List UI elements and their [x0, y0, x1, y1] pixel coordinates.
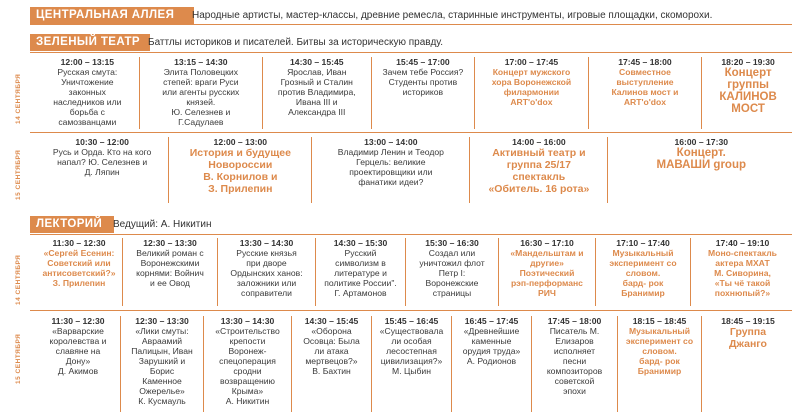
event-time: 10:30 – 12:00 [75, 137, 129, 147]
event-time: 12:00 – 13:00 [213, 137, 268, 147]
event-time: 14:30 – 15:30 [333, 238, 388, 248]
schedule-cell [406, 238, 499, 306]
schedule-cell [121, 316, 204, 412]
schedule-cell [292, 316, 372, 412]
divider [30, 24, 792, 25]
event-title: История и будущее Новороссии В. Корнилов и З. Прилепин [189, 147, 291, 195]
event-title: Великий роман с Воронежскими корнями: Войнич и ее Овод [136, 248, 204, 288]
event-time: 13:30 – 14:30 [239, 238, 294, 248]
event-time: 15:30 – 16:30 [425, 238, 479, 248]
event-time: 12:00 – 13:15 [60, 57, 115, 67]
schedule-cell [475, 57, 589, 129]
event-title: «Оборона Осовца: Была ли атака мертвецов?» В. Бахтин [303, 326, 360, 376]
schedule-cell [218, 238, 316, 306]
green-theatre-day1-row [36, 57, 794, 129]
event-time: 11:30 – 12:30 [52, 238, 106, 248]
schedule-cell [372, 57, 476, 129]
event-title: «Строительство крепости Воронеж- спецоперация сродни возвращению Крыма» А. Никитин [215, 326, 280, 406]
event-time: 17:45 – 18:00 [547, 316, 602, 326]
schedule-cell [691, 238, 794, 306]
event-time: 12:30 – 13:30 [143, 238, 197, 248]
schedule-cell [596, 238, 691, 306]
event-time: 16:45 – 17:45 [464, 316, 519, 326]
event-title: Совместное выступление Калинов мост и ART'o'dox [611, 67, 679, 107]
event-time: 16:30 – 17:10 [520, 238, 574, 248]
event-title: Ярослав, Иван Грозный и Сталин против Владимира, Ивана III и Александра III [277, 67, 356, 117]
event-time: 14:00 – 16:00 [512, 137, 566, 147]
event-time: 18:20 – 19:30 [721, 57, 775, 67]
event-time: 17:40 – 19:10 [715, 238, 770, 248]
event-title: Владимир Ленин и Теодор Герцель: великие проектировщики или фанатики идеи? [337, 147, 444, 187]
event-time: 15:45 – 16:45 [384, 316, 439, 326]
event-time: 13:30 – 14:30 [220, 316, 275, 326]
event-time: 17:00 – 17:45 [504, 57, 559, 67]
schedule-cell [36, 137, 169, 203]
schedule-cell [702, 57, 794, 129]
central-alley-description: Народные артисты, мастер-классы, древние ремесла, старинные инструменты, игровые площадки, скоморохи. [192, 10, 713, 21]
event-title: Создал или уничтожил флот Петр I: Воронежские страницы [419, 248, 485, 298]
event-title: Музыкальный эксперимент со словом. бард- рок Бранимир [609, 248, 677, 298]
schedule-cell [36, 57, 140, 129]
event-time: 13:00 – 14:00 [364, 137, 418, 147]
schedule-cell [140, 57, 263, 129]
event-title: «Сергей Есенин: Советский или антисоветский?» З. Прилепин [42, 248, 116, 288]
event-title: «Мандельштам и другие» Поэтический рэп-перформанс РИЧ [510, 248, 584, 298]
schedule-cell [36, 238, 123, 306]
divider [30, 310, 792, 311]
day-label: 15 СЕНТЯБРЯ [15, 149, 22, 200]
event-title: «Лики смуты: Авраамий Палицын, Иван Зарушкий и Борис Каменное Ожерелье» К. Кусмауль [131, 326, 193, 406]
schedule-cell [608, 137, 794, 203]
event-time: 12:30 – 13:30 [135, 316, 189, 326]
green-theatre-description: Баттлы историков и писателей. Битвы за историческую правду. [148, 37, 444, 48]
event-time: 18:45 – 19:15 [721, 316, 775, 326]
event-time: 18:15 – 18:45 [632, 316, 687, 326]
schedule-cell [372, 316, 452, 412]
schedule-cell [36, 316, 121, 412]
day-label: 14 СЕНТЯБРЯ [15, 254, 22, 305]
event-title: «Древнейшие каменные орудия труда» А. Родионов [462, 326, 521, 366]
schedule-cell [702, 316, 794, 412]
event-title: Концерт. МАВАШИ group [656, 147, 746, 171]
schedule-cell [316, 238, 406, 306]
schedule-cell [618, 316, 702, 412]
event-title: Русские князья при дворе Ордынских ханов: заложники или соправители [230, 248, 303, 298]
schedule-cell [263, 57, 372, 129]
event-title: Зачем тебе Россия? Студенты против историков [382, 67, 464, 97]
event-title: Концерт группы КАЛИНОВ МОСТ [719, 67, 777, 115]
event-time: 14:30 – 15:45 [304, 316, 359, 326]
schedule-cell [589, 57, 703, 129]
event-title: «Существовала ли особая лесостепная цивилизация?» М. Цыбин [379, 326, 444, 376]
day-label: 15 СЕНТЯБРЯ [15, 333, 22, 384]
schedule-cell [169, 137, 312, 203]
event-time: 17:10 – 17:40 [616, 238, 670, 248]
lectorium-day1-row [36, 238, 794, 306]
schedule-cell [123, 238, 218, 306]
divider [30, 52, 792, 53]
event-title: Писатель М. Елизаров исполняет песни композиторов советской эпохи [546, 326, 603, 396]
event-title: Концерт мужского хора Воронежской филармонии ART'o'dox [491, 67, 572, 107]
schedule-cell [470, 137, 608, 203]
schedule-cell [312, 137, 470, 203]
divider [30, 234, 792, 235]
event-title: «Варварские королевства и славяне на Дону» Д. Акимов [49, 326, 107, 376]
event-title: Моно-спектакль актера МХАТ М. Сиворина, «Ты чё такой похнюпый?» [708, 248, 777, 298]
event-title: Элита Половецких степей: враги Руси или агенты русских князей. Ю. Селезнев и Г.Садулаев [162, 67, 240, 127]
green-theatre-title: ЗЕЛЕНЫЙ ТЕАТР [30, 34, 150, 51]
event-title: Группа Джанго [729, 326, 767, 350]
event-time: 16:00 – 17:30 [674, 137, 728, 147]
central-alley-title: ЦЕНТРАЛЬНАЯ АЛЛЕЯ [30, 7, 194, 24]
schedule-cell [532, 316, 618, 412]
event-time: 14:30 – 15:45 [290, 57, 344, 67]
event-title: Русская смута: Уничтожение законных наследников или борьба с самозванцами [53, 67, 122, 127]
event-title: Музыкальный эксперимент со словом. бард- рок Бранимир [625, 326, 694, 376]
event-time: 11:30 – 12:30 [51, 316, 105, 326]
lectorium-title: ЛЕКТОРИЙ [30, 216, 114, 233]
event-title: Русский символизм в литературе и политике России". Г. Артамонов [324, 248, 397, 298]
green-theatre-day2-row [36, 137, 794, 203]
day-label: 14 СЕНТЯБРЯ [15, 73, 22, 124]
schedule-cell [452, 316, 532, 412]
lectorium-description: Ведущий: А. Никитин [113, 219, 212, 230]
schedule-cell [499, 238, 596, 306]
schedule-cell [204, 316, 292, 412]
event-time: 17:45 – 18:00 [618, 57, 672, 67]
event-time: 13:15 – 14:30 [174, 57, 228, 67]
event-title: Активный театр и группа 25/17 спектакль «Обитель. 16 рота» [488, 147, 590, 195]
lectorium-day2-row [36, 316, 794, 412]
divider [30, 132, 792, 133]
event-title: Русь и Орда. Кто на кого напал? Ю. Селезнев и Д. Ляпин [52, 147, 152, 177]
event-time: 15:45 – 17:00 [396, 57, 450, 67]
